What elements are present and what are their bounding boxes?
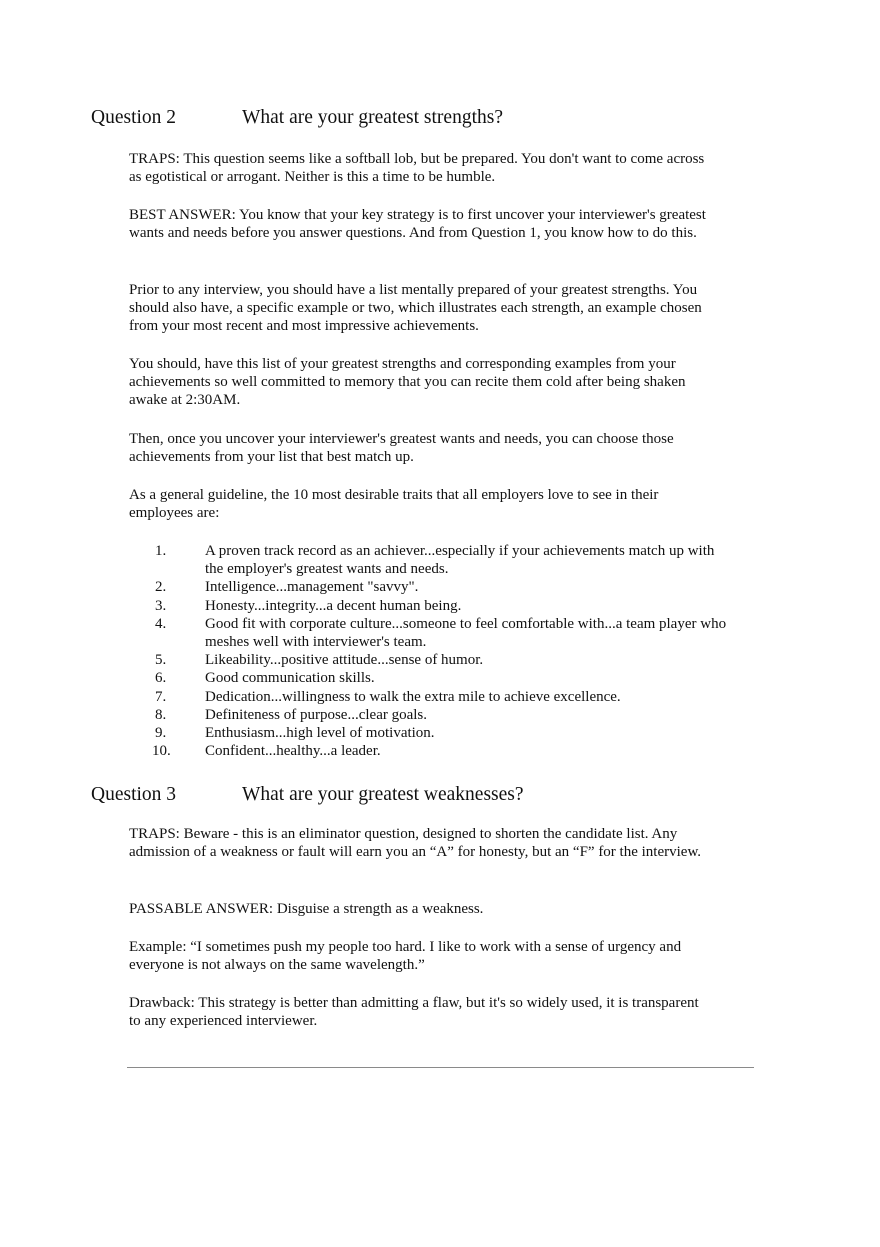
list-item	[129, 742, 729, 760]
list-item-number: 4.	[155, 615, 167, 632]
list-item	[129, 688, 729, 706]
q2-best-answer-paragraph: BEST ANSWER: You know that your key strategy is to first uncover your interviewer's greatest wants and needs before you answer questions. And from Question 1, you know how to do this.	[129, 207, 706, 242]
list-item-text: Enthusiasm...high level of motivation.	[205, 725, 435, 742]
question-3-label: Question 3	[91, 784, 177, 805]
list-item	[129, 669, 729, 687]
list-item-text: Likeability...positive attitude...sense of humor.	[205, 652, 484, 669]
q2-you-should-paragraph: You should, have this list of your greatest strengths and corresponding examples from your achievements so well committed to memory that you can recite them cold after being shaken awake at 2:30AM.	[129, 356, 686, 409]
list-item-number: 6.	[155, 670, 167, 687]
q2-then-paragraph: Then, once you uncover your interviewer's greatest wants and needs, you can choose those achievements from your list that best match up.	[129, 431, 674, 466]
list-item	[129, 615, 729, 651]
page-divider	[127, 1067, 754, 1068]
list-item-number: 10.	[152, 743, 171, 760]
list-item-number: 1.	[155, 543, 167, 559]
list-item-text: Intelligence...management "savvy".	[205, 579, 419, 596]
list-item-text: Honesty...integrity...a decent human being.	[205, 597, 462, 614]
traits-list	[129, 542, 729, 760]
list-item-text: A proven track record as an achiever...especially if your achievements match up with the employer's greatest wants and needs.	[205, 543, 715, 578]
question-2-title: What are your greatest strengths?	[242, 107, 503, 128]
list-item	[129, 706, 729, 724]
q3-passable-answer-paragraph: PASSABLE ANSWER: Disguise a strength as a weakness.	[129, 901, 484, 917]
list-item-number: 2.	[155, 579, 167, 596]
list-item	[129, 651, 729, 669]
list-item-text: Good communication skills.	[205, 670, 375, 687]
list-item-number: 5.	[155, 652, 167, 669]
q3-drawback-paragraph: Drawback: This strategy is better than admitting a flaw, but it's so widely used, it is transparent to any experienced interviewer.	[129, 995, 699, 1030]
list-item	[129, 542, 729, 578]
list-item	[129, 578, 729, 596]
list-item-number: 3.	[155, 597, 167, 614]
list-item	[129, 724, 729, 742]
list-item-text: Confident...healthy...a leader.	[205, 743, 381, 760]
list-item-text: Definiteness of purpose...clear goals.	[205, 706, 428, 723]
question-3-heading	[91, 783, 524, 807]
list-item-text: Dedication...willingness to walk the extra mile to achieve excellence.	[205, 688, 621, 705]
list-item-number: 8.	[155, 706, 167, 723]
q3-example-paragraph: Example: “I sometimes push my people too hard. I like to work with a sense of urgency and everyone is not always on the same wavelength.”	[129, 939, 682, 974]
q2-traps-paragraph: TRAPS: This question seems like a softball lob, but be prepared. You don't want to come across as egotistical or arrogant. Neither is this a time to be humble.	[129, 151, 705, 186]
question-3-title: What are your greatest weaknesses?	[242, 784, 524, 805]
list-item-number: 7.	[155, 688, 167, 705]
question-2-label: Question 2	[91, 107, 177, 128]
q2-guideline-paragraph: As a general guideline, the 10 most desirable traits that all employers love to see in their employees are:	[129, 487, 659, 522]
list-item-number: 9.	[155, 725, 167, 742]
question-2-heading	[91, 106, 503, 130]
list-item-text: Good fit with corporate culture...someone to feel comfortable with...a team player who meshes well with interviewer's team.	[205, 615, 727, 651]
q2-prior-paragraph: Prior to any interview, you should have a list mentally prepared of your greatest strengths. You should also have, a specific example or two, which illustrates each strength, an example chosen from your most recent and most impressive achievements.	[129, 282, 702, 335]
list-item	[129, 597, 729, 615]
q3-traps-paragraph: TRAPS: Beware - this is an eliminator question, designed to shorten the candidate list. Any admission of a weakness or fault will earn you an “A” for honesty, but an “F” for the interview.	[129, 826, 702, 861]
